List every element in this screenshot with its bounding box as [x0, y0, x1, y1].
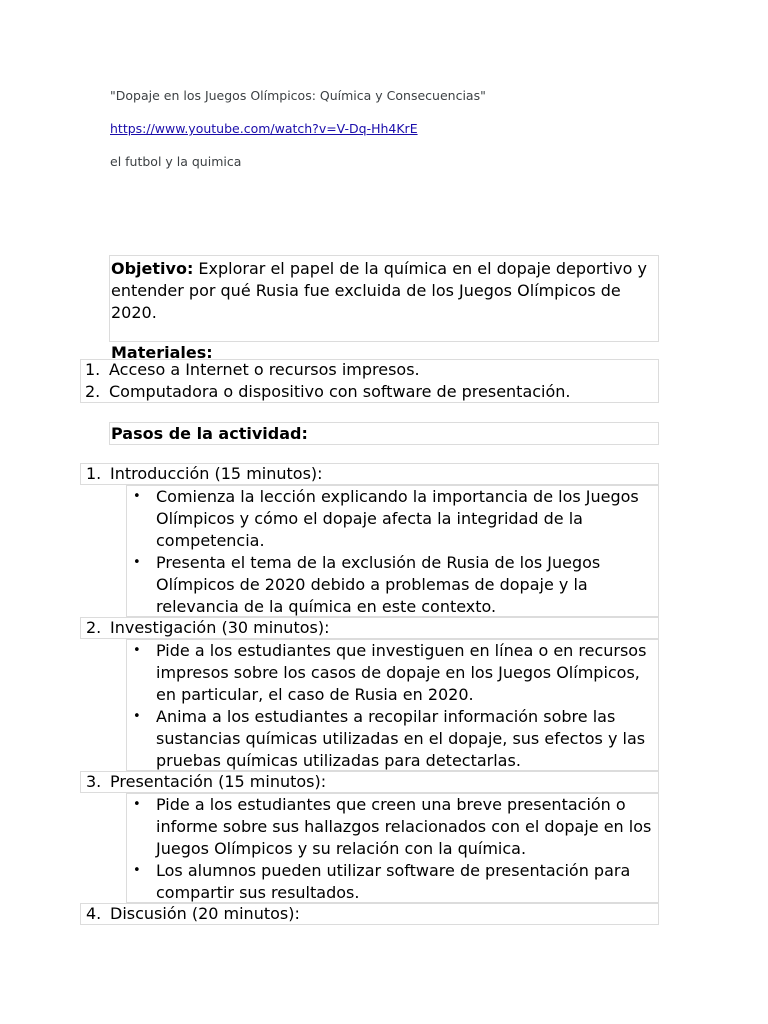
step-bullets [126, 485, 659, 617]
bullet-item: • Anima a los estudiantes a recopilar información sobre las sustancias químicas utilizadas en el dopaje, sus efectos y las pruebas químicas utilizadas para detectarlas. [127, 706, 658, 772]
materials-heading: Materiales: [111, 343, 213, 362]
list-text: Computadora o dispositivo con software de presentación. [109, 382, 571, 401]
step-row [80, 617, 659, 639]
objective-label: Objetivo: [111, 259, 194, 278]
video-title: "Dopaje en los Juegos Olímpicos: Química y Consecuencias" [110, 88, 486, 103]
list-item [80, 360, 659, 382]
step-title: Introducción (15 minutos): [110, 464, 323, 483]
bullet-item: • Pide a los estudiantes que creen una breve presentación o informe sobre sus hallazgos relacionados con el dopaje en los Juegos Olímpicos y su relación con la química. [127, 794, 658, 860]
step-bullets [126, 793, 659, 903]
step-bullets [126, 639, 659, 771]
steps-heading: Pasos de la actividad: [109, 422, 659, 445]
bullet-item: • Presenta el tema de la exclusión de Rusia de los Juegos Olímpicos de 2020 debido a problemas de dopaje y la relevancia de la química en este contexto. [127, 552, 658, 618]
objective-paragraph [111, 258, 656, 324]
step-row [80, 463, 659, 485]
step-number: 2. [86, 618, 102, 637]
step-title: Discusión (20 minutos): [110, 904, 300, 923]
video-link[interactable]: https://www.youtube.com/watch?v=V-Dq-Hh4KrE [110, 121, 418, 136]
list-number: 2. [85, 382, 101, 401]
step-title: Investigación (30 minutos): [110, 618, 330, 637]
bullet-item: • Los alumnos pueden utilizar software de presentación para compartir sus resultados. [127, 860, 658, 904]
step-title: Presentación (15 minutos): [110, 772, 327, 791]
objective-text: Explorar el papel de la química en el dopaje deportivo y entender por qué Rusia fue excluida de los Juegos Olímpicos de 2020. [111, 259, 647, 322]
step-row [80, 903, 659, 925]
note-text: el futbol y la quimica [110, 154, 242, 169]
step-row [80, 771, 659, 793]
list-text: Acceso a Internet o recursos impresos. [109, 360, 420, 379]
step-number: 1. [86, 464, 102, 483]
list-item [80, 382, 659, 404]
bullet-item: • Comienza la lección explicando la importancia de los Juegos Olímpicos y cómo el dopaje afecta la integridad de la competencia. [127, 486, 658, 552]
objective-box [109, 255, 659, 362]
step-number: 3. [86, 772, 102, 791]
step-number: 4. [86, 904, 102, 923]
bullet-item: • Pide a los estudiantes que investiguen en línea o en recursos impresos sobre los casos de dopaje en los Juegos Olímpicos, en particular, el caso de Rusia en 2020. [127, 640, 658, 706]
list-number: 1. [85, 360, 101, 379]
